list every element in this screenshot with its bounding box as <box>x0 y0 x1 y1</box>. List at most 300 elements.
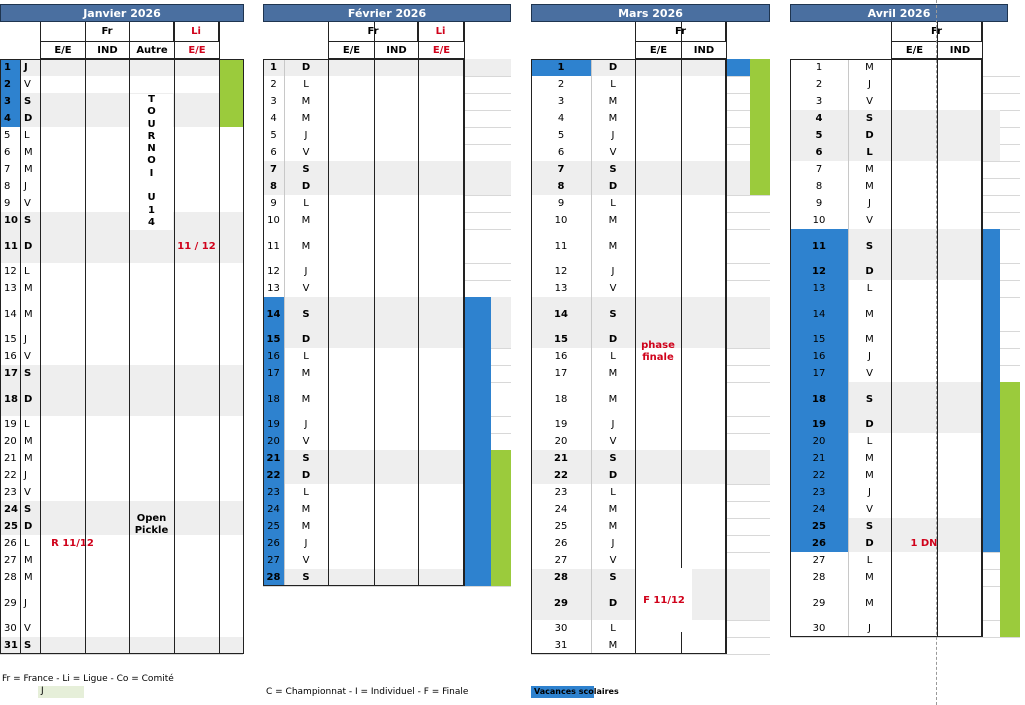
day-letter: S <box>302 453 310 464</box>
day-number: 30 <box>812 623 826 634</box>
day-letter: D <box>301 181 311 192</box>
vacation-zone-b <box>750 178 770 195</box>
day-number: 17 <box>554 368 568 379</box>
day-letter: D <box>24 113 33 124</box>
day-number: 9 <box>815 198 823 209</box>
day-number: 6 <box>557 147 565 158</box>
day-letter: L <box>303 198 309 209</box>
weekend-fill <box>464 59 491 76</box>
event-label: 1 DN <box>910 538 938 549</box>
day-letter: J <box>868 487 871 498</box>
day-letter: D <box>24 393 33 405</box>
weekend-fill <box>726 161 750 178</box>
weekend-fill <box>491 161 511 178</box>
vacation-zone-a <box>982 263 1000 280</box>
weekend-fill <box>726 467 750 484</box>
vacation-zone-a <box>464 569 491 586</box>
day-letter: J <box>304 266 308 277</box>
day-letter: S <box>609 164 617 175</box>
day-number: 3 <box>0 93 20 110</box>
vacation-zone-a <box>982 416 1000 433</box>
day-number: 13 <box>267 283 280 294</box>
day-letter: D <box>301 62 311 73</box>
weekend-fill <box>491 59 511 76</box>
column-header: E/E <box>174 41 219 59</box>
vacation-zone-a <box>982 450 1000 467</box>
day-letter: M <box>24 308 33 320</box>
day-number: 14 <box>263 297 284 331</box>
day-letter: D <box>865 538 874 549</box>
day-number: 22 <box>790 467 848 484</box>
day-letter: V <box>866 96 873 107</box>
day-letter: M <box>24 164 33 175</box>
weekend-fill <box>491 331 511 348</box>
vacation-zone-b <box>491 501 511 518</box>
day-letter: M <box>865 334 874 345</box>
day-number: 21 <box>554 453 568 464</box>
day-letter: S <box>865 113 874 124</box>
day-letter: J <box>304 419 308 430</box>
column-divider <box>635 22 636 654</box>
day-letter: M <box>608 393 618 405</box>
day-number: 10 <box>267 215 280 226</box>
day-number: 11 <box>267 240 280 252</box>
day-number: 31 <box>4 640 18 651</box>
vacation-zone-b <box>219 93 243 110</box>
day-letter: V <box>609 555 617 566</box>
day-number: 1 <box>270 62 277 73</box>
weekend-fill <box>982 144 1000 161</box>
day-number: 14 <box>790 297 848 331</box>
day-number: 18 <box>790 382 848 416</box>
vacation-zone-a <box>464 467 491 484</box>
weekend-fill <box>219 365 243 382</box>
month-title: Avril 2026 <box>790 4 1008 22</box>
day-number: 28 <box>812 572 826 583</box>
day-number: 28 <box>263 569 284 586</box>
vacation-zone-a <box>726 59 750 76</box>
day-number: 28 <box>554 572 568 583</box>
column-divider <box>937 22 938 637</box>
vacation-zone-b <box>1000 433 1020 450</box>
day-number: 4 <box>557 113 565 124</box>
day-number: 30 <box>554 623 568 634</box>
vacation-zone-a <box>464 552 491 569</box>
day-number: 8 <box>4 181 11 192</box>
column-divider <box>464 22 465 586</box>
column-divider <box>848 59 849 637</box>
day-number: 19 <box>263 416 284 433</box>
tournoi-letter: I <box>149 167 154 179</box>
day-letter: J <box>868 198 871 209</box>
column-header: IND <box>937 41 982 59</box>
day-number: 11 <box>4 240 18 252</box>
day-number: 14 <box>4 308 17 320</box>
vacation-zone-a <box>464 382 491 416</box>
day-number: 10 <box>554 215 568 226</box>
tournoi-letter <box>150 180 153 192</box>
day-number: 21 <box>263 450 284 467</box>
weekend-fill <box>219 637 243 654</box>
day-number: 8 <box>557 181 565 192</box>
vacation-zone-b <box>1000 382 1020 416</box>
phase-finale-label <box>635 339 681 365</box>
vacation-zone-a <box>464 416 491 433</box>
day-letter: D <box>608 181 618 192</box>
day-letter: D <box>865 266 874 277</box>
day-number: 6 <box>4 147 11 158</box>
day-number: 16 <box>554 351 568 362</box>
day-number: 24 <box>554 504 568 515</box>
day-number: 25 <box>4 521 18 532</box>
day-letter: L <box>303 487 309 498</box>
day-letter: M <box>865 181 874 192</box>
day-number: 1 <box>0 59 20 76</box>
day-number: 15 <box>554 334 568 345</box>
day-letter: J <box>868 79 871 90</box>
column-divider <box>20 59 21 654</box>
column-header: E/E <box>635 41 681 59</box>
day-letter: L <box>24 266 30 277</box>
day-letter: L <box>866 147 873 158</box>
day-number: 27 <box>4 555 17 566</box>
group-header-li: Li <box>418 22 464 41</box>
weekend-fill <box>219 501 243 518</box>
open-pickle-label <box>130 512 173 538</box>
day-letter: J <box>304 538 308 549</box>
day-letter: L <box>610 487 616 498</box>
day-letter: M <box>24 572 33 583</box>
day-number: 4 <box>270 113 277 124</box>
day-letter: S <box>302 572 310 583</box>
day-letter: M <box>24 147 33 158</box>
day-number: 2 <box>0 76 20 93</box>
day-letter: V <box>866 215 873 226</box>
day-letter: D <box>301 470 311 481</box>
day-number: 8 <box>270 181 277 192</box>
day-letter: D <box>865 130 874 141</box>
day-letter: J <box>611 130 615 141</box>
vacation-zone-a <box>982 433 1000 450</box>
day-number: 14 <box>554 308 568 320</box>
day-number: 22 <box>554 470 568 481</box>
day-number: 12 <box>267 266 280 277</box>
weekend-fill <box>219 212 243 229</box>
row-divider <box>790 637 1020 638</box>
weekend-fill <box>464 178 491 195</box>
day-number: 15 <box>263 331 284 348</box>
day-letter: M <box>301 113 311 124</box>
day-letter: M <box>24 453 33 464</box>
weekend-fill <box>726 450 750 467</box>
column-divider <box>681 22 682 654</box>
vacation-zone-b <box>1000 416 1020 433</box>
day-number: 17 <box>4 368 18 379</box>
day-number: 12 <box>554 266 568 277</box>
column-divider <box>374 22 375 586</box>
day-letter: M <box>865 308 874 320</box>
day-number: 26 <box>263 535 284 552</box>
row-divider <box>0 654 243 655</box>
day-number: 13 <box>4 283 17 294</box>
vacation-zone-a <box>464 365 491 382</box>
tournoi-letter: 1 <box>148 204 155 216</box>
day-letter: D <box>301 334 311 345</box>
day-number: 9 <box>270 198 277 209</box>
day-number: 21 <box>4 453 17 464</box>
day-letter: M <box>301 240 311 252</box>
month-title: Février 2026 <box>263 4 511 22</box>
vacation-zone-b <box>219 110 243 127</box>
day-number: 20 <box>554 436 568 447</box>
day-letter: L <box>610 198 616 209</box>
day-number: 21 <box>790 450 848 467</box>
day-number: 2 <box>557 79 565 90</box>
day-letter: S <box>609 308 617 320</box>
day-letter: M <box>301 368 311 379</box>
column-header: E/E <box>328 41 374 59</box>
group-header-fr: Fr <box>40 22 174 41</box>
row-divider <box>531 654 770 655</box>
column-divider <box>174 22 175 654</box>
day-number: 4 <box>815 113 823 124</box>
tournoi-letter: O <box>147 106 156 118</box>
vacation-zone-b <box>1000 484 1020 501</box>
column-header: E/E <box>418 41 464 59</box>
vacation-zone-a <box>982 382 1000 416</box>
vacation-zone-a <box>464 331 491 348</box>
day-number: 23 <box>263 484 284 501</box>
day-number: 18 <box>4 393 18 405</box>
column-divider <box>891 22 892 637</box>
day-number: 23 <box>790 484 848 501</box>
day-number: 11 <box>554 240 568 252</box>
day-letter: M <box>608 240 618 252</box>
day-letter: M <box>608 96 618 107</box>
day-letter: J <box>24 470 27 481</box>
weekend-fill <box>726 569 750 586</box>
day-letter: V <box>302 283 310 294</box>
vacation-zone-a <box>982 365 1000 382</box>
month-title: Mars 2026 <box>531 4 770 22</box>
day-letter: J <box>868 623 871 634</box>
column-header: Autre <box>129 41 174 59</box>
day-letter: J <box>868 351 871 362</box>
vacation-zone-b <box>491 569 511 586</box>
day-number: 30 <box>4 623 17 634</box>
column-header: IND <box>374 41 418 59</box>
day-letter: D <box>24 521 33 532</box>
vacation-zone-a <box>982 280 1000 297</box>
day-number: 28 <box>4 572 17 583</box>
day-letter: J <box>24 334 27 345</box>
day-number: 15 <box>790 331 848 348</box>
day-number: 12 <box>790 263 848 280</box>
vacation-zone-a <box>982 535 1000 552</box>
weekend-fill <box>491 178 511 195</box>
day-letter: M <box>608 113 618 124</box>
vacation-zone-b <box>1000 535 1020 552</box>
vacation-zone-b <box>750 59 770 76</box>
day-number: 19 <box>790 416 848 433</box>
vacation-zone-b <box>1000 467 1020 484</box>
column-header: E/E <box>40 41 85 59</box>
day-letter: L <box>866 555 873 566</box>
day-letter: V <box>24 79 31 90</box>
vacation-zone-b <box>491 484 511 501</box>
weekend-fill <box>726 297 750 331</box>
column-divider <box>591 59 592 654</box>
tournoi-letter: R <box>147 130 156 142</box>
day-letter: M <box>865 164 874 175</box>
tournoi-letter: T <box>148 94 155 105</box>
day-letter: D <box>608 62 618 73</box>
column-header: E/E <box>891 41 937 59</box>
column-divider <box>219 22 220 654</box>
day-number: 19 <box>4 419 17 430</box>
day-number: 31 <box>554 640 568 651</box>
day-number: 27 <box>554 555 568 566</box>
day-number: 8 <box>815 181 823 192</box>
day-number: 19 <box>554 419 568 430</box>
day-letter: S <box>865 240 874 252</box>
weekend-fill <box>750 450 770 467</box>
legend-vacances: Vacances scolaires <box>531 686 594 698</box>
day-letter: S <box>24 504 32 515</box>
day-number: 12 <box>4 266 17 277</box>
day-number: 10 <box>4 215 18 226</box>
day-letter: S <box>24 96 32 107</box>
weekend-fill <box>726 331 750 348</box>
day-number: 16 <box>4 351 17 362</box>
vacation-zone-a <box>982 348 1000 365</box>
day-letter: V <box>302 147 310 158</box>
vacation-zone-b <box>491 518 511 535</box>
day-number: 13 <box>790 280 848 297</box>
day-number: 13 <box>554 283 568 294</box>
day-number: 27 <box>812 555 826 566</box>
day-number: 29 <box>554 597 568 609</box>
day-letter: D <box>608 597 618 609</box>
day-letter: D <box>608 470 618 481</box>
day-letter: M <box>301 521 311 532</box>
weekend-fill <box>750 569 770 586</box>
day-number: 18 <box>554 393 568 405</box>
day-letter: S <box>24 215 32 226</box>
day-number: 7 <box>557 164 565 175</box>
vacation-zone-b <box>1000 501 1020 518</box>
day-number: 27 <box>263 552 284 569</box>
legend-swatch-j: J <box>38 686 84 698</box>
day-letter: L <box>303 79 309 90</box>
vacation-zone-a <box>464 535 491 552</box>
day-letter: L <box>24 538 30 549</box>
vacation-zone-b <box>750 127 770 144</box>
day-letter: D <box>24 240 33 252</box>
day-number: 29 <box>4 597 17 609</box>
day-letter: M <box>865 470 874 481</box>
day-letter: S <box>302 308 310 320</box>
day-letter: M <box>608 368 618 379</box>
day-letter: S <box>302 164 310 175</box>
day-number: 7 <box>270 164 277 175</box>
day-letter: M <box>865 572 874 583</box>
day-letter: M <box>865 453 874 464</box>
day-number: 5 <box>815 130 823 141</box>
day-number: 5 <box>270 130 277 141</box>
day-letter: L <box>610 623 616 634</box>
row-divider <box>263 586 511 587</box>
day-number: 20 <box>790 433 848 450</box>
day-number: 2 <box>270 79 277 90</box>
tournoi-letter: U <box>147 118 156 130</box>
day-number: 10 <box>812 215 826 226</box>
column-divider <box>726 22 727 654</box>
legend-line-2: C = Championnat - I = Individuel - F = Finale <box>266 687 469 697</box>
day-letter: V <box>302 436 310 447</box>
day-number: 9 <box>4 198 11 209</box>
day-number: 23 <box>4 487 17 498</box>
vacation-zone-b <box>1000 450 1020 467</box>
day-letter: S <box>865 521 874 532</box>
day-number: 1 <box>815 62 823 73</box>
day-letter: S <box>24 640 32 651</box>
day-number: 16 <box>790 348 848 365</box>
day-letter: M <box>608 504 618 515</box>
day-letter: S <box>865 393 874 405</box>
day-letter: J <box>304 130 308 141</box>
day-letter: M <box>24 283 33 294</box>
vacation-zone-a <box>982 297 1000 331</box>
weekend-fill <box>219 518 243 535</box>
group-header-li: Li <box>174 22 219 41</box>
day-number: 25 <box>554 521 568 532</box>
day-number: 11 <box>790 229 848 263</box>
day-letter: S <box>609 572 617 583</box>
weekend-fill <box>750 297 770 331</box>
day-letter: L <box>303 351 309 362</box>
day-number: 17 <box>790 365 848 382</box>
finale-label: F 11/12 <box>636 568 692 632</box>
vacation-zone-b <box>1000 569 1020 586</box>
day-letter: J <box>24 597 27 609</box>
day-number: 2 <box>815 79 823 90</box>
day-letter: L <box>24 130 30 141</box>
day-letter: M <box>301 504 311 515</box>
day-number: 22 <box>4 470 17 481</box>
column-divider <box>85 22 86 654</box>
day-letter: M <box>301 393 311 405</box>
day-number: 23 <box>554 487 568 498</box>
column-divider <box>284 59 285 586</box>
day-letter: V <box>24 623 31 634</box>
day-letter: L <box>866 436 873 447</box>
day-letter: M <box>24 555 33 566</box>
day-letter: M <box>301 215 311 226</box>
vacation-zone-b <box>491 552 511 569</box>
group-header-fr: Fr <box>635 22 726 41</box>
weekend-fill <box>982 127 1000 144</box>
phase-finale-line: phase <box>641 340 675 351</box>
column-divider <box>40 22 41 654</box>
vacation-zone-b <box>1000 552 1020 569</box>
day-number: 15 <box>4 334 17 345</box>
day-number: 6 <box>270 147 277 158</box>
day-letter: V <box>866 504 873 515</box>
weekend-fill <box>491 297 511 331</box>
day-number: 5 <box>557 130 565 141</box>
phase-finale-line: finale <box>642 352 674 363</box>
